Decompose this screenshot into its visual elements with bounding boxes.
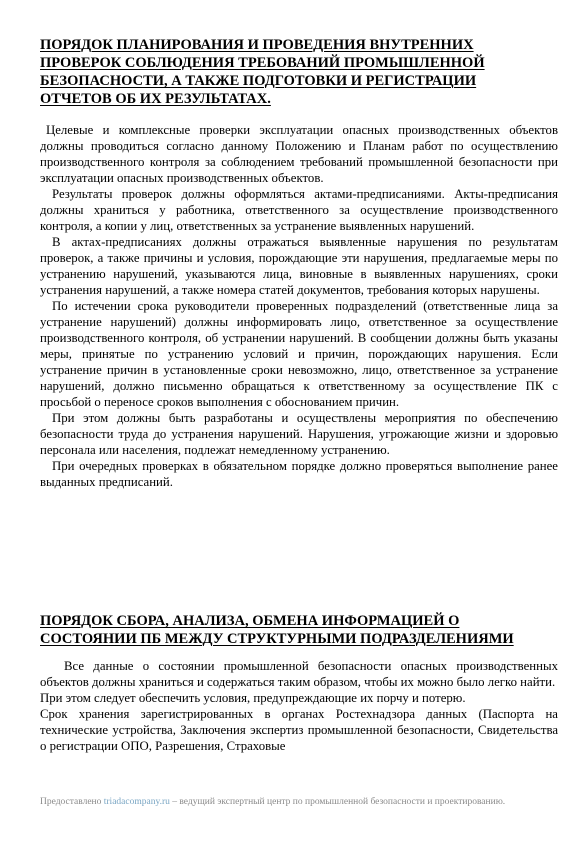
- page-footer: [40, 796, 520, 809]
- paragraph: По истечении срока руководители проверенных подразделений (ответственные лица за устранение нарушений) должны информировать лицо, ответственное за осуществление производственного контроля, об устранении нарушений. В сообщении должны быть указаны меры, принятые по устранению условий и причин, порождающих нарушения. Если устранение причин в установленные сроки невозможно, лицо, ответственное за устранение нарушений, должно письменно обращаться к ответственному за осуществление ПК с просьбой о переносе сроков выполнения с обоснованием причин.: [40, 299, 558, 409]
- paragraph: При этом следует обеспечить условия, предупреждающие их порчу и потерю.: [40, 691, 466, 705]
- section-heading-planning: ПОРЯДОК ПЛАНИРОВАНИЯ И ПРОВЕДЕНИЯ ВНУТРЕННИХ ПРОВЕРОК СОБЛЮДЕНИЯ ТРЕБОВАНИЙ ПРОМЫШЛЕННОЙ БЕЗОПАСНОСТИ, А ТАКЖЕ ПОДГОТОВКИ И РЕГИСТРАЦИИ ОТЧЕТОВ ОБ ИХ РЕЗУЛЬТАТАХ.: [40, 37, 485, 107]
- paragraph: Все данные о состоянии промышленной безопасности опасных производственных объектов должны храниться и содержаться таким образом, чтобы их можно было легко найти.: [40, 659, 558, 689]
- paragraph: При этом должны быть разработаны и осуществлены мероприятия по обеспечению безопасности труда до устранения нарушений. Нарушения, угрожающие жизни и здоровью персонала или населения, подлежат немедленному устранению.: [40, 411, 558, 457]
- section-heading-information-exchange: ПОРЯДОК СБОРА, АНАЛИЗА, ОБМЕНА ИНФОРМАЦИЕЙ О СОСТОЯНИИ ПБ МЕЖДУ СТРУКТУРНЫМИ ПОДРАЗДЕЛЕНИЯМИ: [40, 613, 514, 647]
- paragraph: Результаты проверок должны оформляться актами-предписаниями. Акты-предписания должны храниться у работника, ответственного за осуществление производственного контроля, а копии у лиц, ответственных за устранение выявленных нарушений.: [40, 187, 558, 233]
- paragraph: В актах-предписаниях должны отражаться выявленные нарушения по результатам проверок, а также причины и условия, порождающие эти нарушения, предлагаемые меры по устранению нарушений, указываются лица, виновные в выявленных нарушениях, сроки устранения нарушений, а также номера статей документов, требования которых нарушены.: [40, 235, 558, 297]
- paragraph: При очередных проверках в обязательном порядке должно проверяться выполнение ранее выданных предписаний.: [40, 459, 558, 489]
- footer-prefix: Предоставлено: [40, 797, 104, 807]
- section-body-planning: [40, 122, 558, 490]
- footer-suffix: – ведущий экспертный центр по промышленной безопасности и проектированию.: [169, 797, 506, 807]
- paragraph: Срок хранения зарегистрированных в органах Ростехнадзора данных (Паспорта на технические устройства, Заключения экспертиз промышленной безопасности, Свидетельства о регистрации ОПО, Разрешения, Страховые: [40, 707, 558, 753]
- section-body-information-exchange: [40, 658, 558, 754]
- paragraph: Целевые и комплексные проверки эксплуатации опасных производственных объектов должны проводиться согласно данному Положению и Планам работ по осуществлению производственного контроля за соблюдением требований промышленной безопасности при эксплуатации опасных производственных объектов.: [40, 123, 558, 185]
- footer-link[interactable]: triadacompany.ru: [103, 797, 170, 807]
